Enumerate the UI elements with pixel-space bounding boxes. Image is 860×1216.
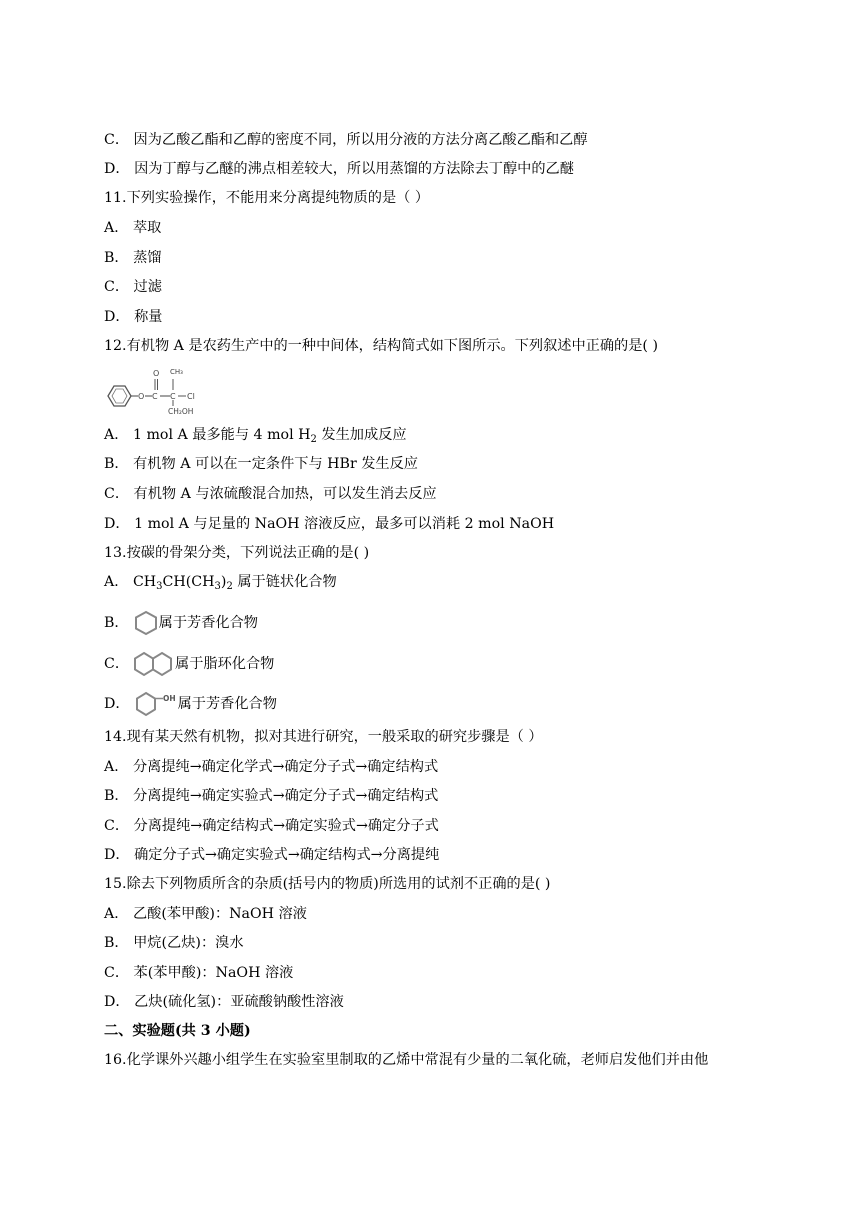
q11-option-c: C． 过滤 (104, 279, 162, 295)
q11-option-a: A． 萃取 (104, 220, 162, 236)
q10-option-c: C． 因为乙酸乙酯和乙醇的密度不同，所以用分液的方法分离乙酸乙酯和乙醇 (104, 132, 588, 148)
atom-cl: Cl (187, 392, 195, 401)
q14-option-c: C． 分离提纯→确定结构式→确定实验式→确定分子式 (104, 818, 439, 834)
q15-stem: 15.除去下列物质所含的杂质(括号内的物质)所选用的试剂不正确的是( ) (104, 876, 551, 892)
q13-d-text: 属于芳香化合物 (177, 696, 277, 712)
q13-c-text: 属于脂环化合物 (175, 656, 275, 672)
q14-option-a: A． 分离提纯→确定化学式→确定分子式→确定结构式 (104, 759, 439, 775)
q15-option-a: A． 乙酸(苯甲酸)：NaOH 溶液 (104, 906, 307, 922)
q13-a-part1: A． CH (104, 574, 157, 590)
cyclohexanol-ring-icon (134, 691, 178, 717)
q13-d-label: D． (104, 696, 130, 712)
q13-option-c (104, 651, 274, 677)
q12-option-c: C． 有机物 A 与浓硫酸混合加热，可以发生消去反应 (104, 486, 437, 502)
q13-a-sub2: 3 (214, 581, 221, 592)
q13-a-sub3: 2 (226, 581, 233, 592)
q12-option-a-text: A． 1 mol A 最多能与 4 mol H (104, 427, 311, 443)
q12-option-b: B． 有机物 A 可以在一定条件下与 HBr 发生反应 (104, 456, 418, 472)
atom-o-ether: O (138, 392, 145, 401)
q13-c-label: C． (104, 656, 130, 672)
hydroxyl-label: OH (162, 694, 176, 703)
q12-option-a-text-end: 发生加成反应 (316, 427, 407, 443)
q13-a-part3: ) (220, 574, 227, 590)
q12-option-d: D． 1 mol A 与足量的 NaOH 溶液反应，最多可以消耗 2 mol NaOH (104, 516, 555, 532)
q14-stem: 14.现有某天然有机物，拟对其进行研究，一般采取的研究步骤是（ ） (104, 729, 543, 745)
compound-a-structure (104, 364, 216, 416)
decalin-ring-icon (133, 651, 175, 677)
cyclohexane-ring-icon (133, 610, 159, 636)
q13-a-sub1: 3 (156, 581, 163, 592)
q13-stem: 13.按碳的骨架分类，下列说法正确的是( ) (104, 545, 370, 561)
q14-option-d: D． 确定分子式→确定实验式→确定结构式→分离提纯 (104, 847, 440, 863)
atom-c-carbonyl: C (152, 392, 158, 401)
q15-option-b: B． 甲烷(乙炔)：溴水 (104, 935, 244, 951)
q11-option-d: D． 称量 (104, 309, 163, 325)
q12-option-a (104, 425, 407, 445)
q13-option-b (104, 610, 258, 636)
q15-option-d: D． 乙炔(硫化氢)：亚硫酸钠酸性溶液 (104, 994, 344, 1010)
q13-a-part2: CH(CH (162, 574, 215, 590)
atom-o-carbonyl: O (153, 369, 160, 378)
q12-stem: 12.有机物 A 是农药生产中的一种中间体，结构简式如下图所示。下列叙述中正确的是( ) (104, 338, 658, 354)
q13-b-label: B． (104, 615, 129, 631)
q11-option-b: B． 蒸馏 (104, 250, 162, 266)
q16-stem: 16.化学课外兴趣小组学生在实验室里制取的乙烯中常混有少量的二氧化硫，老师启发他们并由他 (104, 1052, 709, 1068)
group-ch2oh: CH₂OH (168, 407, 194, 416)
q13-a-part4: 属于链状化合物 (232, 574, 337, 590)
section-heading: 二、实验题(共 3 小题) (104, 1023, 251, 1039)
atom-c-quaternary: C (170, 392, 176, 401)
q14-option-b: B． 分离提纯→确定实验式→确定分子式→确定结构式 (104, 788, 439, 804)
q13-b-text: 属于芳香化合物 (158, 615, 258, 631)
group-ch3: CH₃ (170, 368, 183, 376)
q13-option-d (104, 691, 277, 717)
q13-option-a (104, 572, 337, 592)
q12-option-a-sub: 2 (310, 434, 317, 445)
q11-stem: 11.下列实验操作，不能用来分离提纯物质的是（ ） (104, 190, 430, 206)
q15-option-c: C． 苯(苯甲酸)：NaOH 溶液 (104, 965, 294, 981)
q10-option-d: D． 因为丁醇与乙醚的沸点相差较大，所以用蒸馏的方法除去丁醇中的乙醚 (104, 161, 574, 177)
